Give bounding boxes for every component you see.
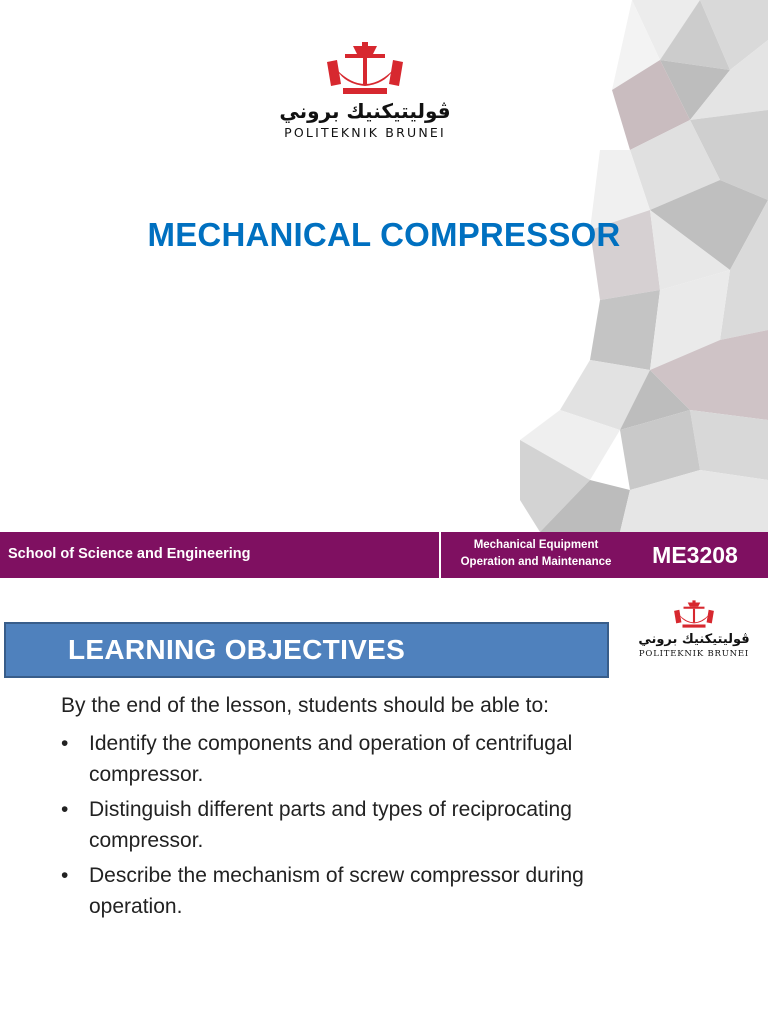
bullet-icon: • [61, 732, 69, 755]
brunei-crest-icon [672, 598, 716, 630]
school-name: School of Science and Engineering [8, 546, 251, 562]
brand-name-small: POLITEKNIK BRUNEI [638, 649, 750, 659]
arabic-logo-text: ڤوليتيكنيك بروني [279, 99, 451, 123]
bullet-icon: • [61, 864, 69, 887]
objective-text: Identify the components and operation of centrifugal compressor. [89, 732, 573, 786]
bullet-icon: • [61, 798, 69, 821]
brunei-crest-icon [323, 40, 407, 96]
intro-text: By the end of the lesson, students should be able to: [61, 694, 550, 717]
slide-title: MECHANICAL COMPRESSOR [147, 216, 621, 253]
objective-text: Describe the mechanism of screw compressor during operation. [89, 864, 584, 918]
objective-text: Distinguish different parts and types of reciprocating compressor. [89, 798, 572, 852]
list-item [61, 728, 661, 790]
list-item [61, 794, 661, 856]
politeknik-logo-small [632, 598, 756, 659]
brand-name: POLITEKNIK BRUNEI [284, 125, 446, 140]
course-code: ME3208 [652, 542, 738, 568]
course-name [446, 537, 626, 571]
politeknik-logo [270, 40, 460, 150]
list-item [61, 860, 661, 922]
footer-bar [0, 532, 768, 578]
arabic-logo-text-small: ڤوليتيكنيك بروني [638, 632, 750, 647]
objectives-heading: LEARNING OBJECTIVES [68, 634, 406, 665]
course-name-line2: Operation and Maintenance [460, 556, 612, 568]
course-name-line1: Mechanical Equipment [473, 539, 599, 551]
objectives-list [61, 728, 661, 926]
objectives-slide [0, 578, 768, 1024]
footer-divider [439, 532, 441, 578]
heading-box [4, 622, 609, 678]
